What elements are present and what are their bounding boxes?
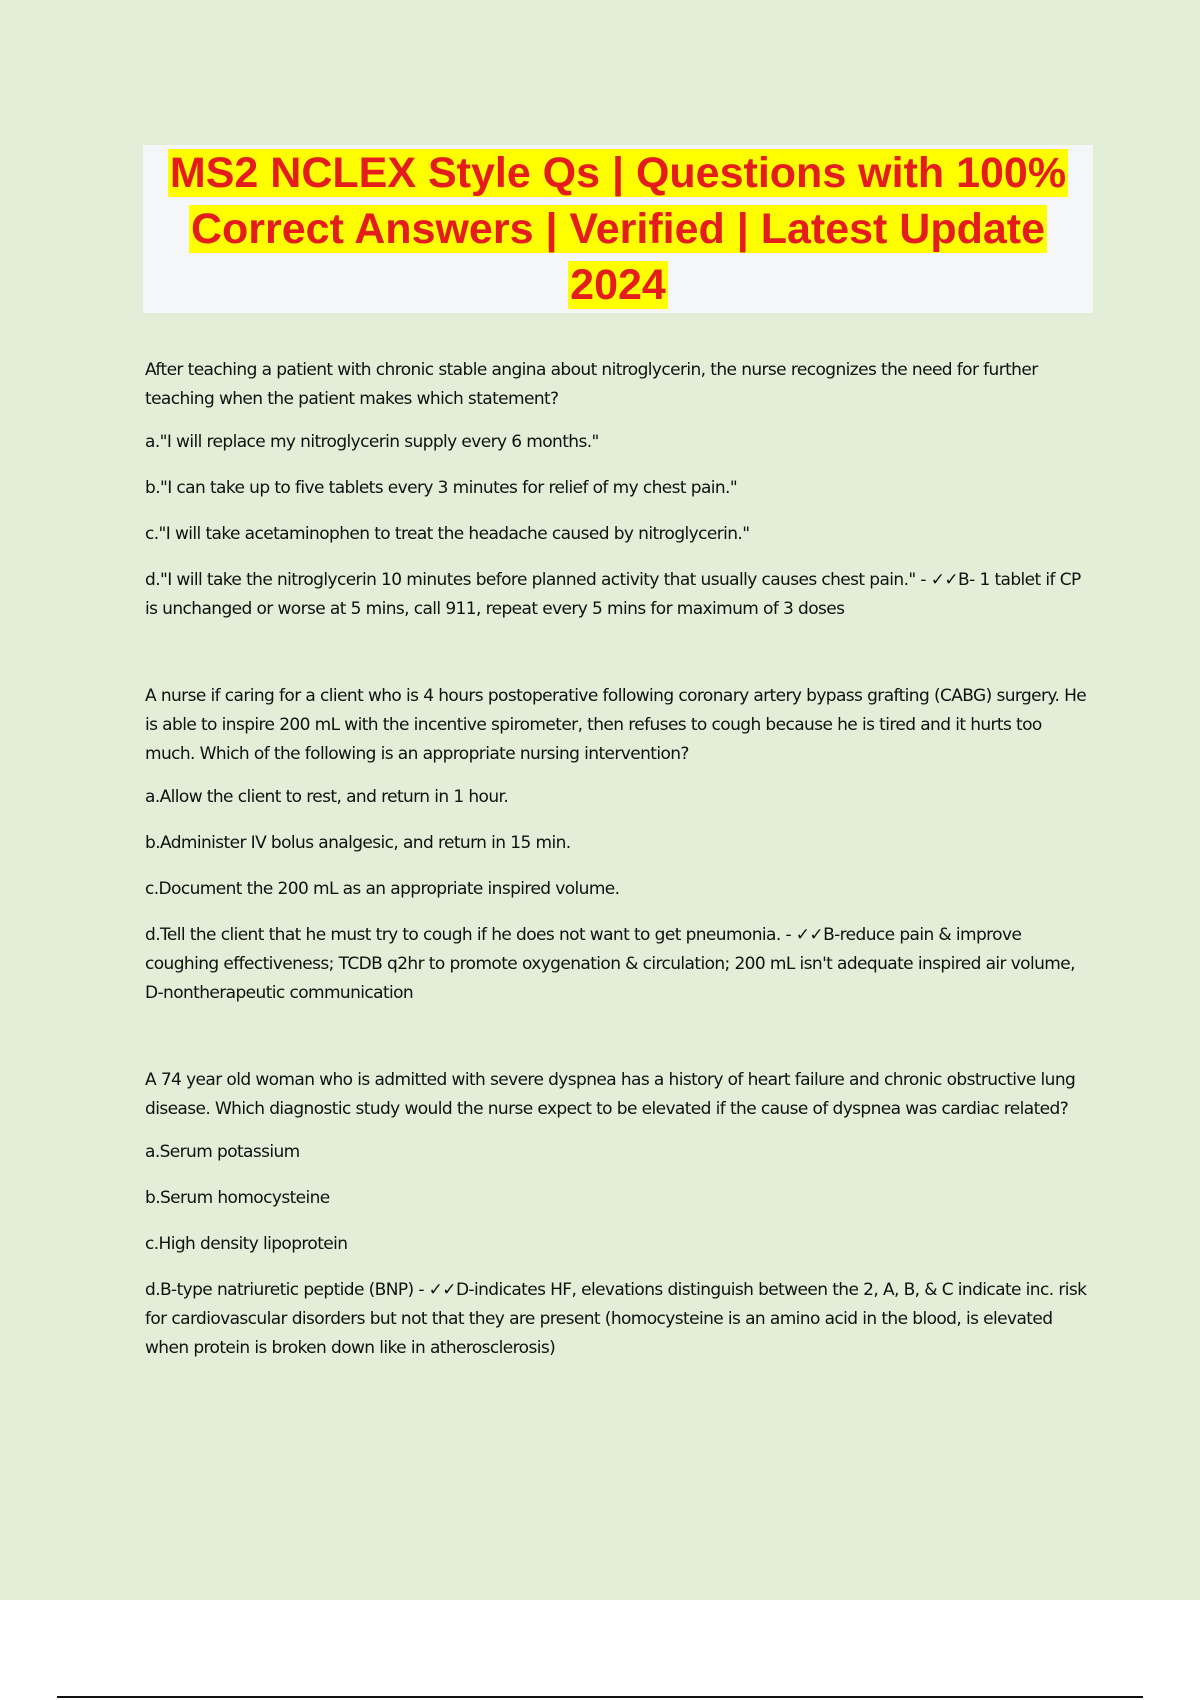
question-text: After teaching a patient with chronic stable angina about nitroglycerin, the nurse recognizes the need for further teaching when the patient makes which statement?: [145, 360, 1038, 409]
question-block-3: [145, 1066, 1095, 1363]
answer-option-d-with-rationale: d."I will take the nitroglycerin 10 minutes before planned activity that usually causes chest pain." - ✓✓B- 1 tablet if CP is unchanged or worse at 5 mins, call 911, repeat every 5 mins for maximum of 3 doses: [145, 570, 1081, 619]
answer-option-c: c.Document the 200 mL as an appropriate inspired volume.: [145, 879, 620, 899]
answer-option-a: a.Allow the client to rest, and return in 1 hour.: [145, 787, 509, 807]
question-text: A 74 year old woman who is admitted with severe dyspnea has a history of heart failure and chronic obstructive lung disease. Which diagnostic study would the nurse expect to be elevated if the cause of dyspnea was cardiac related?: [145, 1070, 1076, 1119]
answer-option-c: c."I will take acetaminophen to treat the headache caused by nitroglycerin.": [145, 524, 750, 544]
answer-option-a: a.Serum potassium: [145, 1142, 300, 1162]
answer-option-a: a."I will replace my nitroglycerin supply every 6 months.": [145, 432, 599, 452]
answer-option-b: b.Administer IV bolus analgesic, and return in 15 min.: [145, 833, 571, 853]
answer-option-d-with-rationale: d.B-type natriuretic peptide (BNP) - ✓✓D-indicates HF, elevations distinguish between the 2, A, B, & C indicate inc. risk for cardiovascular disorders but not that they are present (homocysteine is an amino acid in the blood, is elevated when protein is broken down like in atherosclerosis): [145, 1280, 1087, 1358]
question-block-1: [145, 356, 1095, 624]
answer-option-d-with-rationale: d.Tell the client that he must try to cough if he does not want to get pneumonia. - ✓✓B-reduce pain & improve coughing effectiveness; TCDB q2hr to promote oxygenation & circulation; 200 mL isn't adequate inspired air volume, D-nontherapeutic communication: [145, 925, 1075, 1003]
answer-option-b: b."I can take up to five tablets every 3 minutes for relief of my chest pain.": [145, 478, 738, 498]
question-block-2: [145, 682, 1095, 1008]
document-title-text: MS2 NCLEX Style Qs | Questions with 100% Correct Answers | Verified | Latest Update 2024: [169, 149, 1067, 309]
title-banner: [143, 145, 1093, 313]
answer-option-b: b.Serum homocysteine: [145, 1188, 330, 1208]
question-list: [145, 356, 1095, 1363]
question-text: A nurse if caring for a client who is 4 hours postoperative following coronary artery bypass grafting (CABG) surgery. He is able to inspire 200 mL with the incentive spirometer, then refuses to cough because he is tired and it hurts too much. Which of the following is an appropriate nursing intervention?: [145, 686, 1087, 764]
footer-divider: [57, 1696, 1143, 1698]
answer-option-c: c.High density lipoprotein: [145, 1234, 348, 1254]
document-title: [143, 145, 1093, 313]
